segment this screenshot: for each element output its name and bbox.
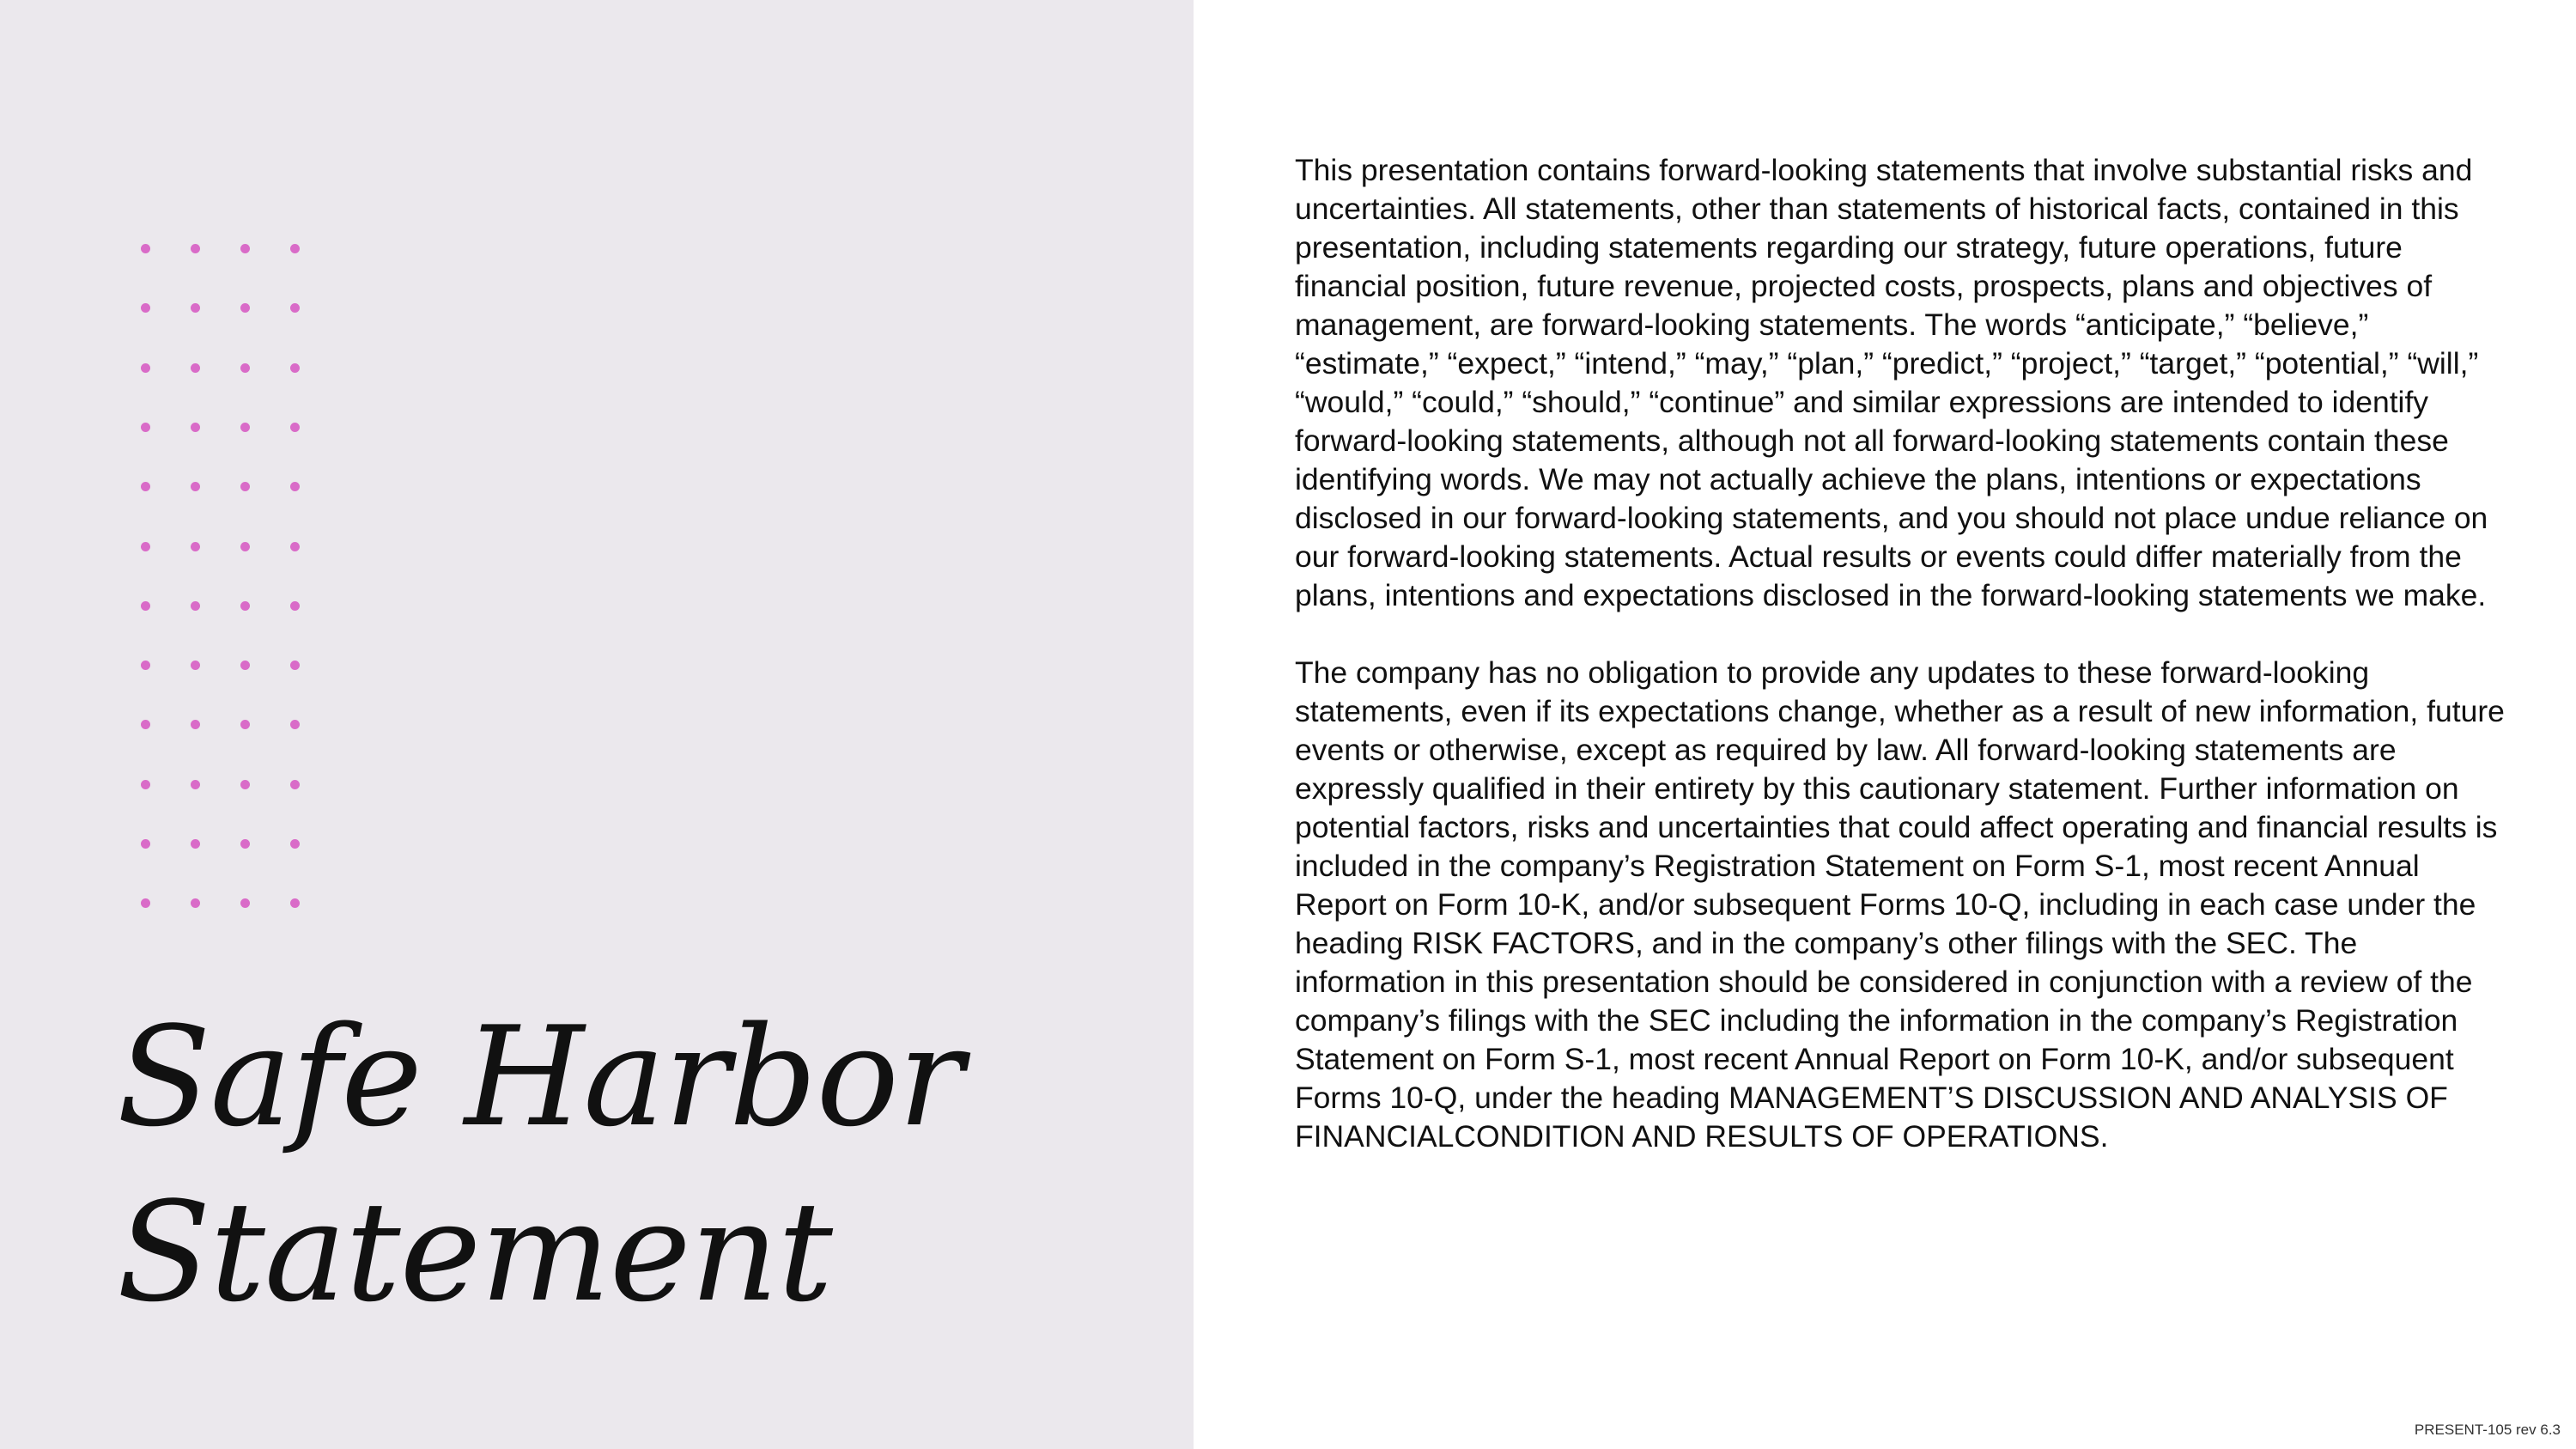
slide-title-line-1: Safe Harbor [117,996,963,1157]
decorative-dot [240,423,250,432]
decorative-dot [141,363,150,373]
decorative-dot [290,601,300,611]
decorative-dot [191,542,200,551]
decorative-dot [240,661,250,670]
decorative-dot [191,839,200,849]
decorative-dot [290,720,300,729]
decorative-dot [191,482,200,491]
decorative-dot [290,542,300,551]
left-panel [0,0,1194,1449]
decorative-dot [240,303,250,313]
decorative-dot [191,363,200,373]
decorative-dot [191,720,200,729]
decorative-dot [240,780,250,789]
slide-title-line-2: Statement [117,1172,833,1332]
decorative-dot [290,482,300,491]
decorative-dot [141,780,150,789]
decorative-dot [191,661,200,670]
decorative-dot [240,244,250,253]
disclaimer-body [1295,151,2514,1195]
decorative-dot [290,780,300,789]
decorative-dot [141,839,150,849]
decorative-dot [141,482,150,491]
decorative-dot [240,839,250,849]
decorative-dot [141,244,150,253]
decorative-dot [290,661,300,670]
decorative-dot [290,898,300,908]
decorative-dot [290,839,300,849]
decorative-dot [240,482,250,491]
decorative-dot [141,542,150,551]
decorative-dot [191,780,200,789]
decorative-dot [290,244,300,253]
dot-grid-decoration [141,244,313,914]
decorative-dot [290,303,300,313]
decorative-dot [240,363,250,373]
decorative-dot [141,898,150,908]
decorative-dot [240,542,250,551]
decorative-dot [240,720,250,729]
decorative-dot [290,363,300,373]
decorative-dot [141,661,150,670]
decorative-dot [240,601,250,611]
decorative-dot [240,898,250,908]
decorative-dot [141,720,150,729]
decorative-dot [141,423,150,432]
decorative-dot [290,423,300,432]
document-code: PRESENT-105 rev 6.3 [2414,1422,2561,1438]
decorative-dot [191,303,200,313]
decorative-dot [191,601,200,611]
decorative-dot [191,423,200,432]
decorative-dot [141,303,150,313]
disclaimer-paragraph-1: This presentation contains forward-looking statements that involve substantial risks and uncertainties. All statements, other than statements of historical facts, contained in this presentation, including statements regarding our strategy, future operations, future financial position, future revenue, projected costs, prospects, plans and objectives of management, are forward-looking statements. The words “anticipate,” “believe,” “estimate,” “expect,” “intend,” “may,” “plan,” “predict,” “project,” “target,” “potential,” “will,” “would,” “could,” “should,” “continue” and similar expressions are intended to identify forward-looking statements, although not all forward-looking statements contain these identifying words. We may not actually achieve the plans, intentions or expectations disclosed in our forward-looking statements, and you should not place undue reliance on our forward-looking statements. Actual results or events could differ materially from the plans, intentions and expectations disclosed in the forward-looking statements we make. [1295,153,2488,612]
disclaimer-paragraph-2: The company has no obligation to provide any updates to these forward-looking statements, even if its expectations change, whether as a result of new information, future events or otherwise, except as required by law. All forward-looking statements are expressly qualified in their entirety by this cautionary statement. Further information on potential factors, risks and uncertainties that could affect operating and financial results is included in the company’s Registration Statement on Form S-1, most recent Annual Report on Form 10-K, and/or subsequent Forms 10-Q, including in each case under the heading RISK FACTORS, and in the company’s other filings with the SEC. The information in this presentation should be considered in conjunction with a review of the company’s filings with the SEC including the information in the company’s Registration Statement on Form S-1, most recent Annual Report on Form 10-K, and/or subsequent Forms 10-Q, under the heading MANAGEMENT’S DISCUSSION AND ANALYSIS OF FINANCIALCONDITION AND RESULTS OF OPERATIONS. [1295,655,2505,1154]
decorative-dot [191,244,200,253]
slide-title [117,989,963,1340]
decorative-dot [141,601,150,611]
decorative-dot [191,898,200,908]
